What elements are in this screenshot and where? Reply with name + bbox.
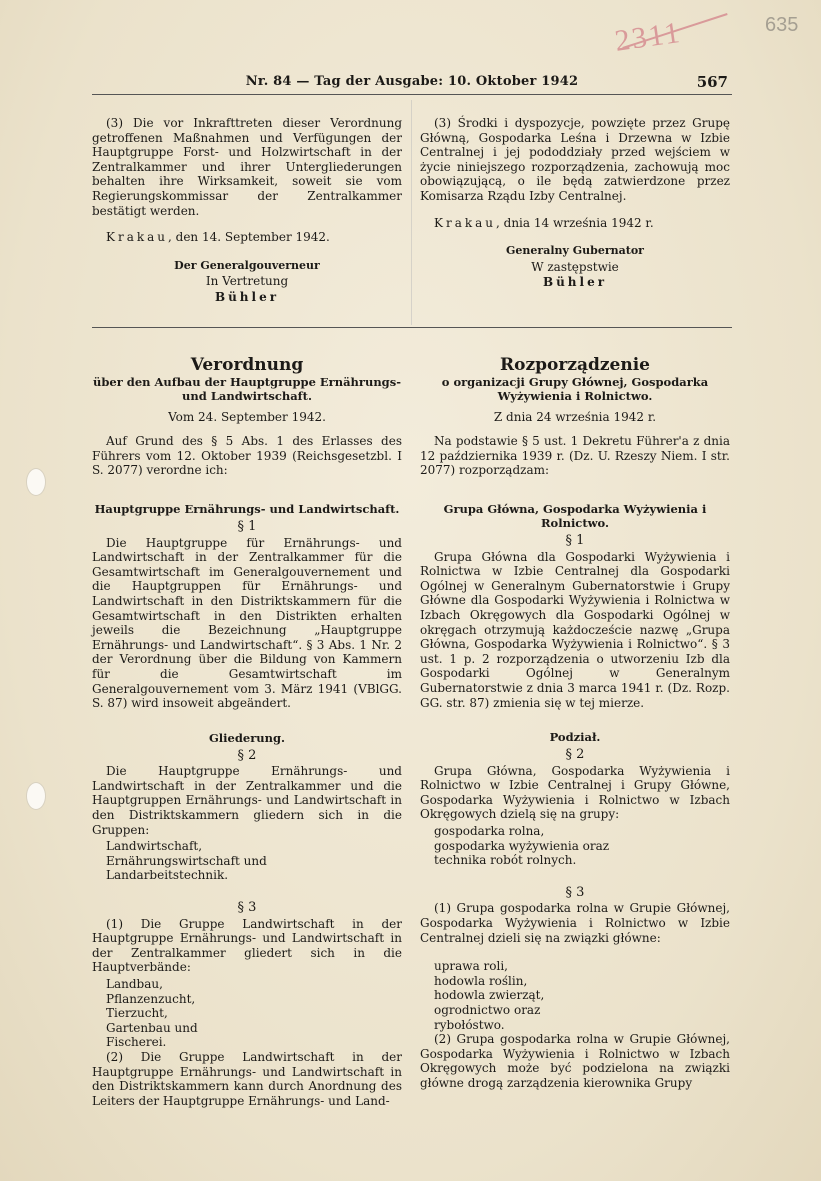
paragraph-3-text-b: (2) Die Gruppe Landwirtschaft in der Hauptgruppe Ernährungs- und Landwirtschaft in den Distriktskammern kann durch Anordnung des Leiters der Hauptgruppe Ernährungs- und Land- [92,1049,402,1108]
list-item: gospodarka rolna, [434,824,545,839]
list-item: Gartenbau und [106,1020,198,1035]
paragraph-sign-1: § 1 [565,532,585,548]
paragraph-1-text: Grupa Główna dla Gospodarki Wyżywienia i Rolnictwa w Izbie Centralnej dla Gospodarki Ogólnej w Generalnym Gubernatorstwie i Grupy Główne dla Gospodarki Wyżywienia i Rolnictwa w Izbach Okręgowych dla Gospodarki Ogólnej w okręgach otrzymują każdoczeście nazwę „Grupa Główna, Gospodarka Wyżywienia i Rolnictwo“. § 3 ust. 1 p. 2 rozporządzenia o utworzeniu Izb dla Gospodarki Ogólnej w Generalnym Gubernatorstwie z dnia 3 marca 1941 r. (Dz. Rozp. GG. str. 87) zmienia się w tej mierze. [420,549,730,710]
section-rule [92,327,732,328]
signature-block-de [92,259,402,305]
place-city: Krakau [106,230,169,245]
decree-date: Vom 24. September 1942. [168,409,326,424]
list-item: Landarbeitstechnik. [106,868,229,883]
punch-hole-lower [26,782,46,810]
paragraph-sign-3: § 3 [565,884,585,900]
red-annotation: 2311 [612,15,684,58]
german-column [92,355,402,1108]
paragraph-1-text: Die Hauptgruppe für Ernährungs- und Landwirtschaft in der Zentralkammer für die Gesamtwirtschaft im Generalgouvernement und die Hauptgruppen für Ernährungs- und Landwirtschaft in den Distriktskammern für die Gesamtwirtschaft in den Distrikten erhalten jeweils die Bezeichnung „Hauptgruppe Ernährungs- und Landwirtschaft“. § 3 Abs. 1 Nr. 2 der Verordnung über die Bildung von Kammern für die Gesamtwirtschaft im Generalgouvernement vom 3. März 1941 (VBlGG. S. 87) wird insoweit abgeändert. [92,535,402,711]
header-rule [92,94,732,95]
section-heading-2: Podział. [549,730,601,745]
paragraph-sign-2: § 2 [237,747,257,763]
place-date: , den 14. September 1942. [168,230,330,245]
association-list [434,959,730,1032]
column-divider [411,100,412,325]
closing-paragraph-de: (3) Die vor Inkrafttreten dieser Verordnung getroffenen Maßnahmen und Verfügungen der Hauptgruppe Forst- und Holzwirtschaft in der Zentralkammer und ihrer Untergliederungen behalten ihre Wirksamkeit, soweit sie vom Regierungskommissar der Zentralkammer bestätigt werden. [92,116,402,218]
paragraph-sign-3: § 3 [237,900,257,916]
signature-role: Der Generalgouverneur [174,258,320,272]
list-item: gospodarka wyżywienia oraz [434,838,610,853]
decree-title: Verordnung [190,355,304,375]
list-item: rybołóstwo. [434,1017,505,1032]
paragraph-2-text: Die Hauptgruppe Ernährungs- und Landwirtschaft in der Zentralkammer und die Hauptgruppen Ernährungs- und Landwirtschaft in den Distriktskammern gliedern sich in die Gruppen: [92,764,402,837]
section-heading-2: Gliederung. [208,730,286,745]
decree-subtitle: über den Aufbau der Hauptgruppe Ernährungs- und Landwirtschaft. [93,374,401,403]
paragraph-sign-1: § 1 [237,518,257,534]
place-date: , dnia 14 września 1942 r. [496,215,654,230]
decree-title: Rozporządzenie [500,355,650,375]
paragraph-3-text-b: (2) Grupa gospodarka rolna w Grupie Głównej, Gospodarka Wyżywienia i Rolnictwo w Izbach Okręgowych może być podzielona na związki główne drogą zarządzenia kierownika Grupy [420,1032,730,1090]
place-date-pl [420,216,730,231]
signature-name: Bühler [542,275,608,290]
top-left-block [92,116,402,305]
decree-intro: Na podstawie § 5 ust. 1 Dekretu Führer'a z dnia 12 października 1939 r. (Dz. U. Rzeszy Niem. I str. 2077) rozporządzam: [420,434,730,478]
place-date-de [92,230,402,245]
paragraph-2-text: Grupa Główna, Gospodarka Wyżywienia i Rolnictwo w Izbie Centralnej i Grupy Główne, Gospodarka Wyżywienia i Rolnictwo w Izbach Okręgowych dzielą się na grupy: [420,763,730,822]
section-heading-1: Hauptgruppe Ernährungs- und Landwirtschaft. [94,501,400,516]
signature-sub: W zastępstwie [531,259,619,274]
list-item: hodowla roślin, [434,973,528,988]
page-number: 567 [696,73,728,91]
signature-name: Bühler [214,289,280,304]
list-item: Landbau, [106,977,163,991]
paragraph-3-text-a: (1) Die Gruppe Landwirtschaft in der Hauptgruppe Ernährungs- und Landwirtschaft in der Zentralkammer gliedert sich in die Hauptverbände: [92,916,402,975]
punch-hole-upper [26,468,46,496]
pencil-annotation: 635 [765,14,799,36]
list-item: ogrodnictwo oraz [434,1003,541,1017]
list-item: technika robót rolnych. [434,853,577,868]
paragraph-3-text-a: (1) Grupa gospodarka rolna w Grupie Głównej, Gospodarka Wyżywienia i Rolnictwo w Izbie Centralnej dzieli się na związki główne: [420,901,730,945]
list-item: Pflanzenzucht, [106,991,196,1006]
paragraph-sign-2: § 2 [565,747,585,763]
page-header [92,74,732,94]
signature-block-pl [420,244,730,290]
list-item: uprawa roli, [434,959,508,974]
group-list [434,824,730,868]
list-item: hodowla zwierząt, [434,988,545,1003]
decree-subtitle: o organizacji Grupy Głównej, Gospodarka Wyżywienia i Rolnictwo. [441,374,709,403]
list-item: Tierzucht, [106,1006,168,1021]
signature-role: Generalny Gubernator [506,244,644,258]
list-item: Fischerei. [106,1035,167,1050]
top-right-block [420,116,730,290]
association-list [106,977,402,1050]
group-list [106,839,402,883]
decree-date: Z dnia 24 września 1942 r. [493,409,657,424]
signature-sub: In Vertretung [205,274,289,289]
decree-intro: Auf Grund des § 5 Abs. 1 des Erlasses des Führers vom 12. Oktober 1939 (Reichsgesetzbl. I S. 2077) verordne ich: [92,434,402,478]
polish-column [420,355,730,1091]
header-issue: Nr. 84 — Tag der Ausgabe: 10. Oktober 1942 [245,74,579,89]
closing-paragraph-pl: (3) Środki i dyspozycje, powzięte przez Grupę Główną, Gospodarka Leśna i Drzewna w Izbie Centralnej i jej pododdziały przed wejściem w życie niniejszego rozporządzenia, zachowują moc obowiązującą, o ile będą zatwierdzone przez Komisarza Rządu Izby Centralnej. [420,116,730,203]
place-city: Krakau [434,215,497,230]
list-item: Landwirtschaft, [106,839,203,854]
list-item: Ernährungswirtschaft und [106,853,267,868]
section-heading-1: Grupa Główna, Gospodarka Wyżywienia i Rolnictwo. [443,501,707,530]
